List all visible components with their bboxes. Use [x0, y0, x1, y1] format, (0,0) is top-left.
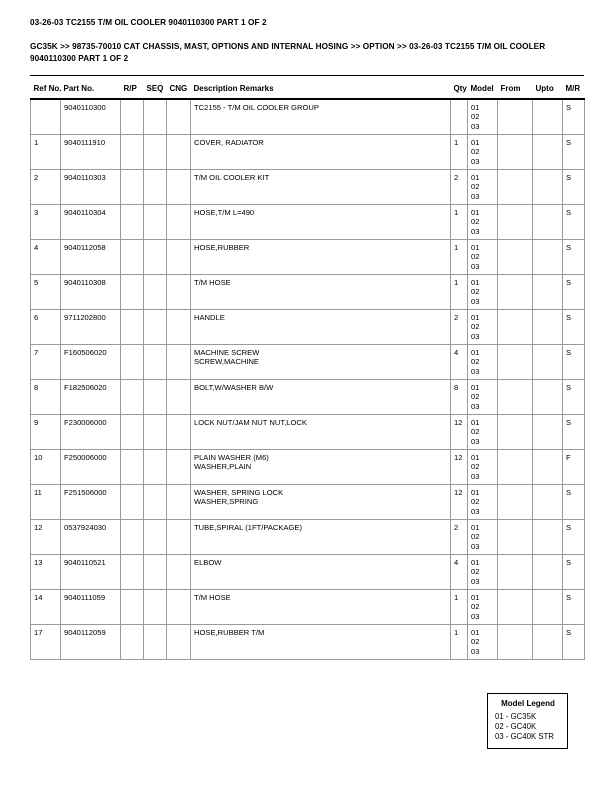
model-legend-item: 02 - GC40K [495, 722, 537, 731]
cell-seq [144, 555, 167, 590]
cell-from [498, 99, 533, 135]
description-line: LOCK NUT/JAM NUT NUT,LOCK [194, 418, 307, 427]
cell-ref-no: 2 [31, 170, 61, 205]
cell-part-no: 9711202800 [61, 310, 121, 345]
cell-qty [451, 99, 468, 135]
cell-part-no: 9040110521 [61, 555, 121, 590]
cell-rp [121, 415, 144, 450]
cell-cng [167, 590, 191, 625]
cell-description [191, 415, 451, 450]
cell-seq [144, 275, 167, 310]
model-code: 03 [471, 331, 480, 341]
model-code: 01 [471, 488, 480, 497]
cell-seq [144, 345, 167, 380]
cell-part-no: 9040110303 [61, 170, 121, 205]
cell-rp [121, 380, 144, 415]
cell-part-no: 9040110308 [61, 275, 121, 310]
model-code: 01 [471, 418, 480, 427]
cell-description [191, 485, 451, 520]
cell-upto [533, 205, 563, 240]
cell-upto [533, 170, 563, 205]
model-code: 03 [471, 646, 480, 656]
cell-from [498, 345, 533, 380]
cell-from [498, 170, 533, 205]
cell-model [468, 590, 498, 625]
cell-mr: S [563, 345, 585, 380]
cell-mr: S [563, 555, 585, 590]
cell-qty: 4 [451, 345, 468, 380]
parts-table-container [30, 84, 584, 660]
cell-rp [121, 310, 144, 345]
model-code: 02 [471, 462, 480, 472]
cell-seq [144, 310, 167, 345]
model-code: 03 [471, 506, 480, 516]
model-code: 02 [471, 112, 480, 122]
cell-cng [167, 555, 191, 590]
cell-mr: S [563, 310, 585, 345]
cell-upto [533, 345, 563, 380]
table-row[interactable] [31, 520, 585, 555]
cell-cng [167, 99, 191, 135]
cell-rp [121, 205, 144, 240]
cell-description [191, 345, 451, 380]
cell-cng [167, 520, 191, 555]
cell-part-no: F251506000 [61, 485, 121, 520]
cell-seq [144, 135, 167, 170]
cell-rp [121, 625, 144, 660]
cell-rp [121, 450, 144, 485]
model-code: 02 [471, 147, 480, 157]
cell-cng [167, 345, 191, 380]
cell-ref-no: 17 [31, 625, 61, 660]
cell-qty: 1 [451, 625, 468, 660]
cell-model [468, 310, 498, 345]
cell-model [468, 380, 498, 415]
model-code: 01 [471, 138, 480, 147]
model-code: 01 [471, 208, 480, 217]
cell-seq [144, 170, 167, 205]
cell-description [191, 590, 451, 625]
model-code: 01 [471, 173, 480, 182]
cell-description [191, 625, 451, 660]
model-code: 01 [471, 383, 480, 392]
cell-qty: 1 [451, 135, 468, 170]
cell-part-no: 9040111910 [61, 135, 121, 170]
cell-ref-no: 10 [31, 450, 61, 485]
cell-rp [121, 345, 144, 380]
cell-model [468, 345, 498, 380]
parts-table [30, 84, 585, 660]
description-line: WASHER,PLAIN [194, 462, 252, 472]
cell-seq [144, 240, 167, 275]
cell-upto [533, 555, 563, 590]
model-code: 03 [471, 191, 480, 201]
cell-seq [144, 380, 167, 415]
description-line: HANDLE [194, 313, 225, 322]
cell-rp [121, 135, 144, 170]
cell-description [191, 275, 451, 310]
parts-table-body [31, 99, 585, 660]
table-row[interactable] [31, 415, 585, 450]
header-divider [30, 75, 584, 76]
cell-ref-no: 3 [31, 205, 61, 240]
cell-rp [121, 275, 144, 310]
cell-part-no: F160506020 [61, 345, 121, 380]
description-line: MACHINE SCREW [194, 348, 260, 357]
description-line: TUBE,SPIRAL (1FT/PACKAGE) [194, 523, 303, 532]
cell-mr: S [563, 275, 585, 310]
column-header-model: Model [470, 84, 494, 93]
cell-seq [144, 99, 167, 135]
cell-ref-no: 1 [31, 135, 61, 170]
model-code: 03 [471, 121, 480, 131]
model-code: 01 [471, 348, 480, 357]
cell-model [468, 205, 498, 240]
cell-cng [167, 275, 191, 310]
cell-ref-no: 12 [31, 520, 61, 555]
cell-mr: F [563, 450, 585, 485]
cell-seq [144, 625, 167, 660]
description-line: T/M OIL COOLER KIT [194, 173, 270, 182]
parts-table-header [31, 84, 585, 99]
model-legend-title: Model Legend [501, 699, 555, 708]
cell-cng [167, 450, 191, 485]
cell-model [468, 170, 498, 205]
description-line: HOSE,RUBBER [194, 243, 250, 252]
cell-qty: 12 [451, 415, 468, 450]
cell-ref-no: 7 [31, 345, 61, 380]
cell-ref-no [31, 99, 61, 135]
table-row[interactable] [31, 345, 585, 380]
cell-rp [121, 485, 144, 520]
cell-mr: S [563, 625, 585, 660]
cell-mr: S [563, 205, 585, 240]
description-line: T/M HOSE [194, 593, 231, 602]
cell-part-no: 9040112059 [61, 625, 121, 660]
cell-seq [144, 590, 167, 625]
table-row[interactable] [31, 485, 585, 520]
description-line: HOSE,RUBBER T/M [194, 628, 265, 637]
cell-rp [121, 170, 144, 205]
cell-upto [533, 135, 563, 170]
model-code: 03 [471, 226, 480, 236]
cell-qty: 8 [451, 380, 468, 415]
model-code: 03 [471, 296, 480, 306]
column-header-upto: Upto [535, 84, 554, 93]
cell-part-no: 9040111059 [61, 590, 121, 625]
description-line: T/M HOSE [194, 278, 231, 287]
cell-description [191, 99, 451, 135]
cell-model [468, 99, 498, 135]
cell-from [498, 205, 533, 240]
model-code: 02 [471, 392, 480, 402]
cell-mr: S [563, 135, 585, 170]
cell-cng [167, 625, 191, 660]
cell-rp [121, 240, 144, 275]
cell-from [498, 555, 533, 590]
cell-seq [144, 415, 167, 450]
cell-upto [533, 99, 563, 135]
cell-from [498, 275, 533, 310]
cell-part-no: 9040110300 [61, 99, 121, 135]
cell-qty: 12 [451, 485, 468, 520]
cell-part-no: 9040110304 [61, 205, 121, 240]
cell-from [498, 135, 533, 170]
cell-from [498, 310, 533, 345]
cell-upto [533, 380, 563, 415]
cell-qty: 2 [451, 520, 468, 555]
column-header-qty: Qty [453, 84, 467, 93]
page-title: 03-26-03 TC2155 T/M OIL COOLER 9040110300 PART 1 OF 2 [30, 18, 267, 27]
table-row[interactable] [31, 170, 585, 205]
model-code: 03 [471, 471, 480, 481]
cell-upto [533, 520, 563, 555]
cell-cng [167, 205, 191, 240]
cell-cng [167, 380, 191, 415]
description-line: PLAIN WASHER (M6) [194, 453, 269, 462]
description-line: BOLT,W/WASHER B/W [194, 383, 274, 392]
cell-rp [121, 99, 144, 135]
column-header-part-no: Part No. [63, 84, 95, 93]
table-row[interactable] [31, 135, 585, 170]
model-code: 02 [471, 532, 480, 542]
cell-ref-no: 11 [31, 485, 61, 520]
cell-part-no: F250006000 [61, 450, 121, 485]
model-code: 02 [471, 182, 480, 192]
description-line: SCREW,MACHINE [194, 357, 259, 367]
model-code: 02 [471, 637, 480, 647]
table-row[interactable] [31, 99, 585, 135]
model-code: 03 [471, 366, 480, 376]
description-line: HOSE,T/M L=490 [194, 208, 255, 217]
cell-ref-no: 13 [31, 555, 61, 590]
model-code: 02 [471, 497, 480, 507]
table-row[interactable] [31, 205, 585, 240]
model-code: 02 [471, 287, 480, 297]
model-code: 01 [471, 593, 480, 602]
model-legend-box [487, 693, 568, 749]
cell-from [498, 590, 533, 625]
table-row[interactable] [31, 310, 585, 345]
model-code: 01 [471, 313, 480, 322]
cell-cng [167, 240, 191, 275]
description-line: TC2155 - T/M OIL COOLER GROUP [194, 103, 319, 112]
column-header-rp: R/P [123, 84, 137, 93]
cell-part-no: 9040112058 [61, 240, 121, 275]
model-code: 02 [471, 217, 480, 227]
cell-description [191, 240, 451, 275]
cell-description [191, 520, 451, 555]
column-header-from: From [500, 84, 521, 93]
cell-cng [167, 415, 191, 450]
model-code: 03 [471, 576, 480, 586]
description-line: ELBOW [194, 558, 222, 567]
cell-qty: 1 [451, 240, 468, 275]
cell-qty: 2 [451, 170, 468, 205]
cell-description [191, 450, 451, 485]
table-row[interactable] [31, 380, 585, 415]
table-row[interactable] [31, 240, 585, 275]
model-code: 03 [471, 436, 480, 446]
model-code: 01 [471, 243, 480, 252]
cell-description [191, 380, 451, 415]
cell-upto [533, 240, 563, 275]
breadcrumb: GC35K >> 98735-70010 CAT CHASSIS, MAST, OPTIONS AND INTERNAL HOSING >> OPTION >> 03-26-03 TC2155 T/M OIL COOLER 9040110300 PART 1 OF 2 [30, 42, 546, 63]
model-code: 03 [471, 611, 480, 621]
cell-model [468, 555, 498, 590]
cell-mr: S [563, 485, 585, 520]
cell-mr: S [563, 170, 585, 205]
model-code: 01 [471, 103, 480, 112]
cell-model [468, 485, 498, 520]
model-code: 02 [471, 602, 480, 612]
table-row[interactable] [31, 450, 585, 485]
cell-mr: S [563, 415, 585, 450]
column-header-ref-no: Ref No. [33, 84, 62, 93]
cell-ref-no: 5 [31, 275, 61, 310]
cell-from [498, 625, 533, 660]
cell-upto [533, 310, 563, 345]
cell-ref-no: 8 [31, 380, 61, 415]
cell-cng [167, 310, 191, 345]
cell-part-no: F230006000 [61, 415, 121, 450]
model-code: 02 [471, 252, 480, 262]
column-header-description: Description Remarks [193, 84, 274, 93]
cell-from [498, 380, 533, 415]
cell-mr: S [563, 380, 585, 415]
description-line: WASHER,SPRING [194, 497, 259, 507]
model-code: 01 [471, 278, 480, 287]
cell-upto [533, 625, 563, 660]
cell-part-no: F182506020 [61, 380, 121, 415]
table-row[interactable] [31, 625, 585, 660]
cell-model [468, 415, 498, 450]
cell-mr: S [563, 240, 585, 275]
model-code: 02 [471, 427, 480, 437]
cell-ref-no: 9 [31, 415, 61, 450]
model-legend-items [495, 712, 561, 742]
column-header-cng: CNG [169, 84, 188, 93]
cell-upto [533, 450, 563, 485]
column-header-seq: SEQ [146, 84, 164, 93]
cell-description [191, 205, 451, 240]
model-code: 01 [471, 558, 480, 567]
description-line: WASHER, SPRING LOCK [194, 488, 284, 497]
cell-qty: 2 [451, 310, 468, 345]
cell-model [468, 520, 498, 555]
cell-model [468, 240, 498, 275]
cell-qty: 1 [451, 205, 468, 240]
cell-qty: 4 [451, 555, 468, 590]
cell-seq [144, 520, 167, 555]
cell-seq [144, 450, 167, 485]
cell-description [191, 555, 451, 590]
cell-from [498, 485, 533, 520]
cell-qty: 1 [451, 275, 468, 310]
model-legend-item: 03 - GC40K STR [495, 732, 554, 741]
cell-model [468, 450, 498, 485]
cell-cng [167, 485, 191, 520]
cell-ref-no: 4 [31, 240, 61, 275]
cell-qty: 1 [451, 590, 468, 625]
cell-ref-no: 14 [31, 590, 61, 625]
description-line: COVER, RADIATOR [194, 138, 264, 147]
cell-model [468, 625, 498, 660]
cell-cng [167, 170, 191, 205]
cell-from [498, 520, 533, 555]
cell-seq [144, 205, 167, 240]
cell-description [191, 170, 451, 205]
cell-part-no: 0537924030 [61, 520, 121, 555]
model-code: 03 [471, 261, 480, 271]
model-code: 03 [471, 401, 480, 411]
model-code: 03 [471, 541, 480, 551]
cell-upto [533, 485, 563, 520]
table-row[interactable] [31, 275, 585, 310]
cell-cng [167, 135, 191, 170]
model-code: 01 [471, 523, 480, 532]
table-row[interactable] [31, 590, 585, 625]
cell-ref-no: 6 [31, 310, 61, 345]
cell-qty: 12 [451, 450, 468, 485]
cell-from [498, 415, 533, 450]
cell-from [498, 450, 533, 485]
cell-upto [533, 415, 563, 450]
model-legend-item: 01 - GC35K [495, 712, 537, 721]
cell-upto [533, 275, 563, 310]
cell-seq [144, 485, 167, 520]
cell-rp [121, 590, 144, 625]
model-code: 02 [471, 567, 480, 577]
column-header-mr: M/R [565, 84, 581, 93]
table-row[interactable] [31, 555, 585, 590]
cell-rp [121, 520, 144, 555]
cell-model [468, 135, 498, 170]
cell-mr: S [563, 99, 585, 135]
cell-mr: S [563, 520, 585, 555]
cell-mr: S [563, 590, 585, 625]
model-code: 01 [471, 628, 480, 637]
cell-from [498, 240, 533, 275]
cell-model [468, 275, 498, 310]
cell-upto [533, 590, 563, 625]
model-code: 02 [471, 357, 480, 367]
model-code: 03 [471, 156, 480, 166]
cell-rp [121, 555, 144, 590]
model-code: 02 [471, 322, 480, 332]
cell-description [191, 310, 451, 345]
cell-description [191, 135, 451, 170]
model-code: 01 [471, 453, 480, 462]
